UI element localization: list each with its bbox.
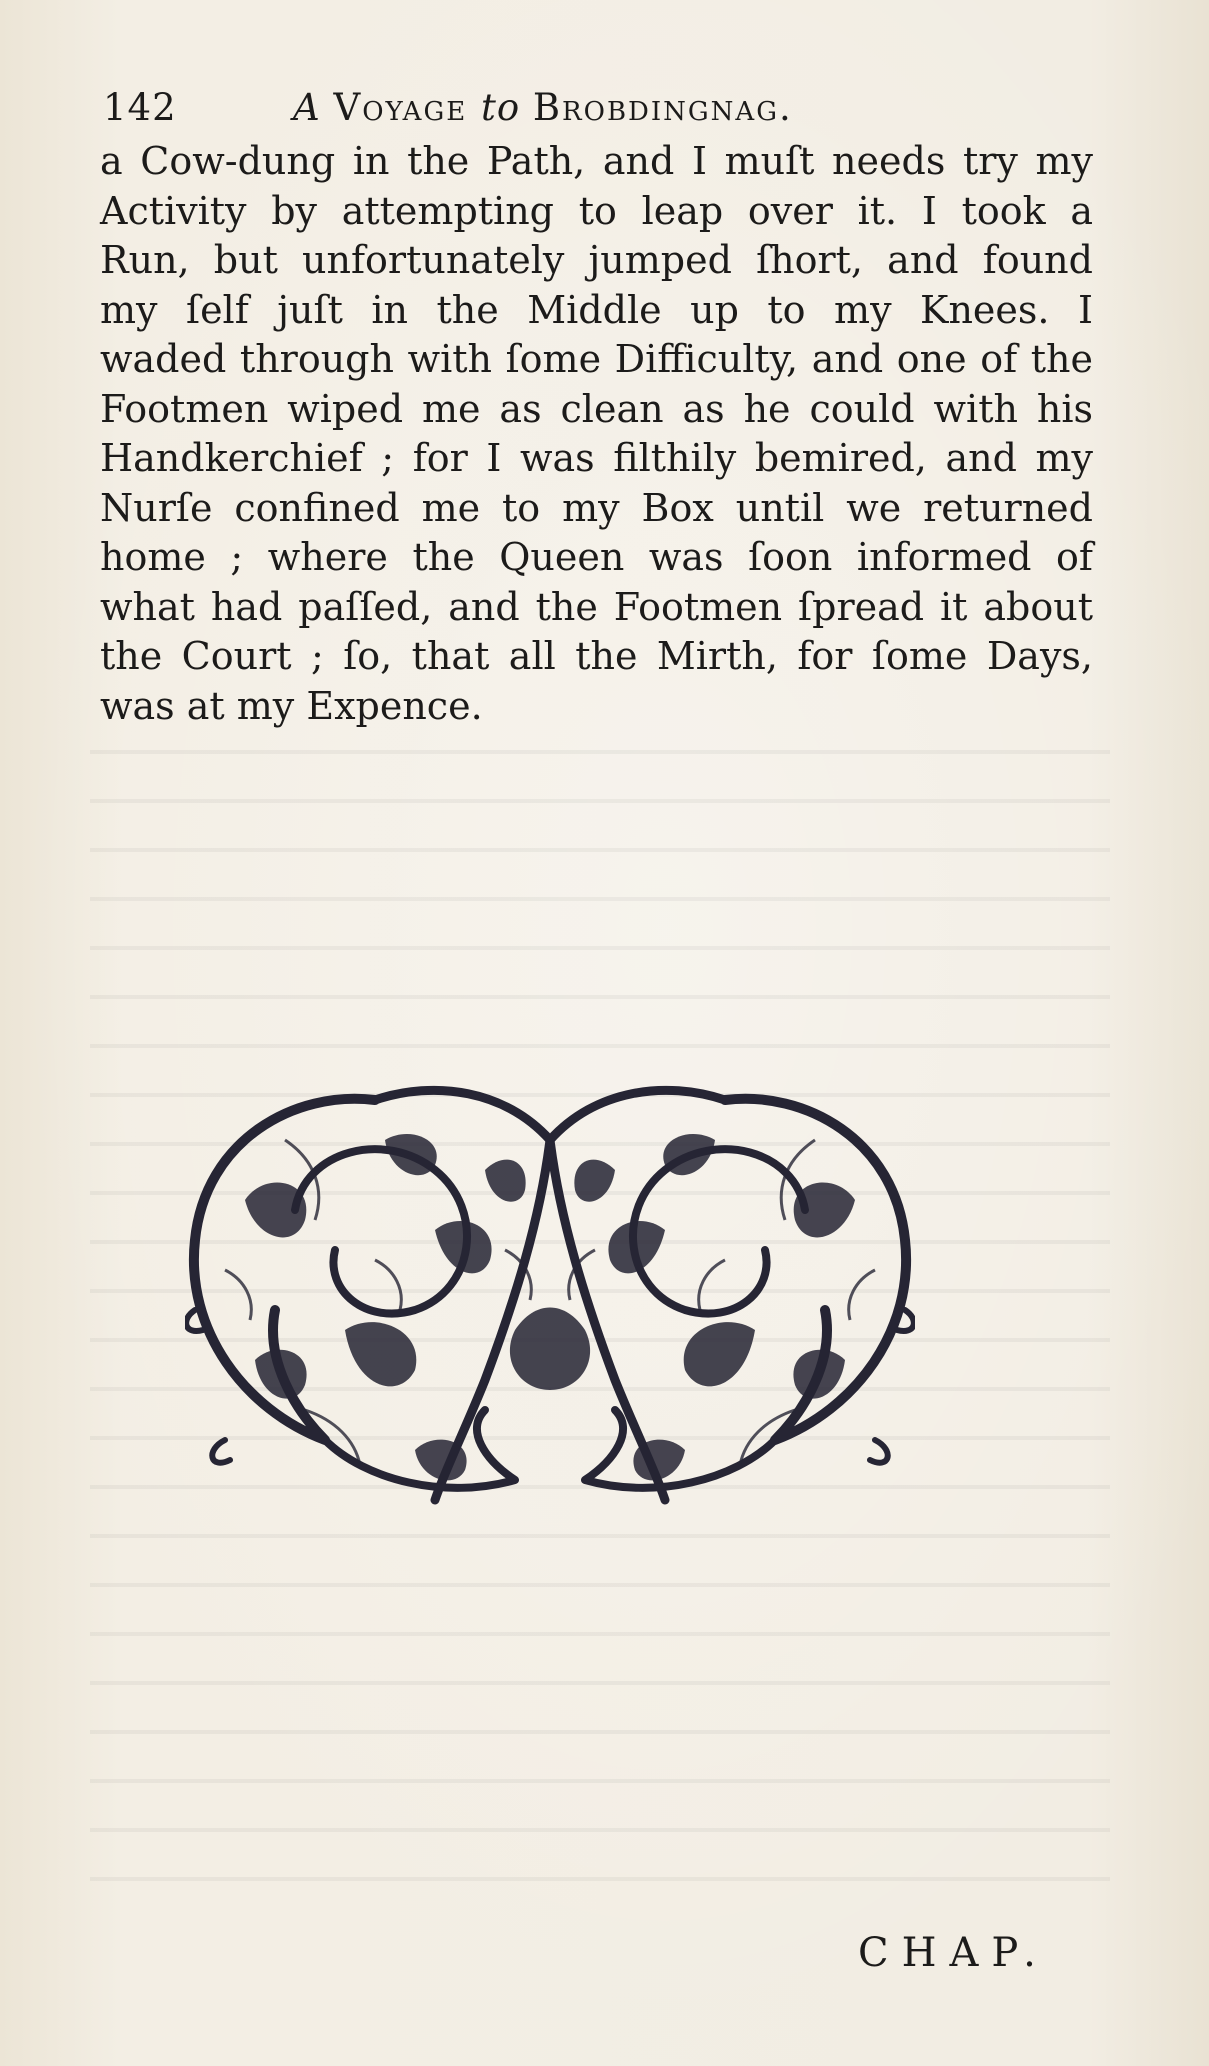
running-header xyxy=(103,80,1093,140)
floral-tailpiece-ornament-icon xyxy=(185,1080,915,1520)
page-number: 142 xyxy=(103,86,177,129)
running-title-voyage: Voyage xyxy=(333,86,481,129)
text-line: my ſelf juſt in the Middle up to my Knees. I xyxy=(100,287,1093,332)
text-line: Footmen wiped me as clean as he could with his xyxy=(100,386,1093,431)
running-title xyxy=(293,86,793,129)
running-title-place: Brobdingnag. xyxy=(532,86,793,129)
text-line: Nurſe confined me to my Box until we returned xyxy=(100,485,1093,530)
body-text xyxy=(100,137,1093,731)
text-line: was at my Expence. xyxy=(100,683,483,728)
text-line: Run, but unfortunately jumped ſhort, and found xyxy=(100,238,1093,282)
text-line: the Court ; ſo, that all the Mirth, for ſome Days, xyxy=(100,634,1093,678)
text-line: a Cow-dung in the Path, and I muſt needs try my xyxy=(100,139,1093,183)
catchword: CHAP. xyxy=(858,1930,1049,1976)
text-line: Activity by attempting to leap over it. I took a xyxy=(100,188,1093,233)
text-line: Handkerchief ; for I was filthily bemired, and my xyxy=(100,436,1093,480)
running-title-article: A xyxy=(293,86,334,129)
text-line: waded through with ſome Difficulty, and one of the xyxy=(100,337,1093,381)
running-title-to: to xyxy=(480,86,533,129)
text-line: what had paſſed, and the Footmen ſpread it about xyxy=(100,584,1093,629)
text-line: home ; where the Queen was ſoon informed of xyxy=(100,535,1093,579)
